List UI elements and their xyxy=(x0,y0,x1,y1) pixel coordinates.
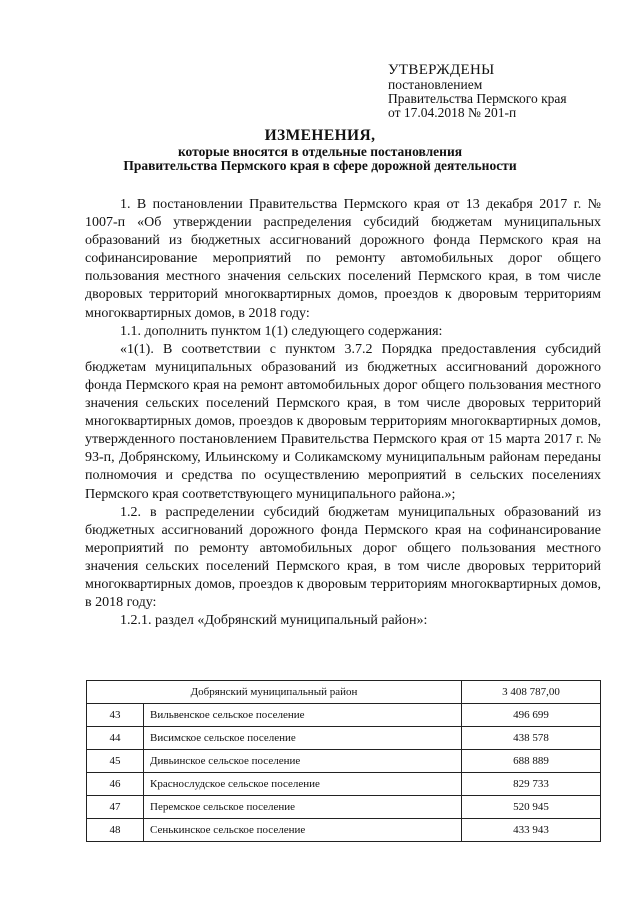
row-settlement: Висимское сельское поселение xyxy=(144,727,462,750)
paragraph-1: 1. В постановлении Правительства Пермского края от 13 декабря 2017 г. № 1007-п «Об утверждении распределения субсидий бюджетам муниципальных образований из бюджетных ассигнований дорожного фонда Пермского края на софинансирование мероприятий по ремонту автомобильных дорог общего пользования местного значения сельских поселений Пермского края, в том числе дворовых территорий многоквартирных домов, проездов к дворовым территориям многоквартирных домов, в 2018 году: xyxy=(85,197,601,321)
subtitle-line-1: которые вносятся в отдельные постановления xyxy=(177,144,463,159)
row-number: 46 xyxy=(87,773,144,796)
table-header-name: Добрянский муниципальный район xyxy=(87,681,462,704)
paragraph-1-1-text: «1(1). В соответствии с пунктом 3.7.2 Порядка предоставления субсидий бюджетам муниципальных образований из бюджетных ассигнований дорожного фонда Пермского края на ремонт автомобильных дорог общего пользования местного значения сельских поселений Пермского края, в том числе дворовых территорий многоквартирных домов, проездов к дворовым территориям многоквартирных домов, утвержденного постановлением Правительства Пермского края от 15 марта 2017 г. № 93-п, Добрянскому, Ильинскому и Соликамскому муниципальным районам переданы полномочия и средства по осуществлению мероприятий в сельских поселениях Пермского края соответствующего муниципального района.»; xyxy=(85,341,601,502)
row-amount: 520 945 xyxy=(462,796,601,819)
row-number: 44 xyxy=(87,727,144,750)
row-number: 48 xyxy=(87,819,144,842)
table-row xyxy=(87,750,601,773)
row-settlement: Перемское сельское поселение xyxy=(144,796,462,819)
approval-heading: УТВЕРЖДЕНЫ xyxy=(388,62,495,78)
document-subtitle xyxy=(70,145,570,173)
table-row xyxy=(87,773,601,796)
row-amount: 829 733 xyxy=(462,773,601,796)
table-row xyxy=(87,819,601,842)
row-number: 47 xyxy=(87,796,144,819)
row-amount: 496 699 xyxy=(462,704,601,727)
approval-line-3: от 17.04.2018 № 201-п xyxy=(388,105,517,120)
row-amount: 688 889 xyxy=(462,750,601,773)
document-title: ИЗМЕНЕНИЯ, xyxy=(264,127,376,144)
table-header-value: 3 408 787,00 xyxy=(462,681,601,704)
row-number: 45 xyxy=(87,750,144,773)
subsidy-table xyxy=(86,680,601,842)
document-body xyxy=(85,196,601,630)
row-amount: 438 578 xyxy=(462,727,601,750)
row-amount: 433 943 xyxy=(462,819,601,842)
row-settlement: Дивьинское сельское поселение xyxy=(144,750,462,773)
row-settlement: Сенькинское сельское поселение xyxy=(144,819,462,842)
paragraph-1-1: 1.1. дополнить пунктом 1(1) следующего содержания: xyxy=(120,323,443,339)
row-settlement: Краснослудское сельское поселение xyxy=(144,773,462,796)
row-settlement: Вильвенское сельское поселение xyxy=(144,704,462,727)
table-header-row xyxy=(87,681,601,704)
approval-line-2: Правительства Пермского края xyxy=(388,91,567,106)
paragraph-1-2: 1.2. в распределении субсидий бюджетам муниципальных образований из бюджетных ассигнований дорожного фонда Пермского края на софинансирование мероприятий по ремонту автомобильных дорог общего пользования местного значения сельских поселений Пермского края, в том числе дворовых территорий многоквартирных домов, проездов к дворовым территориям многоквартирных домов, в 2018 году: xyxy=(85,504,601,611)
subtitle-line-2: Правительства Пермского края в сфере дорожной деятельности xyxy=(123,158,517,173)
paragraph-1-2-1: 1.2.1. раздел «Добрянский муниципальный район»: xyxy=(120,613,428,629)
table-row xyxy=(87,704,601,727)
approval-line-1: постановлением xyxy=(388,77,483,92)
row-number: 43 xyxy=(87,704,144,727)
approval-stamp xyxy=(388,62,567,120)
table-row xyxy=(87,796,601,819)
table-row xyxy=(87,727,601,750)
